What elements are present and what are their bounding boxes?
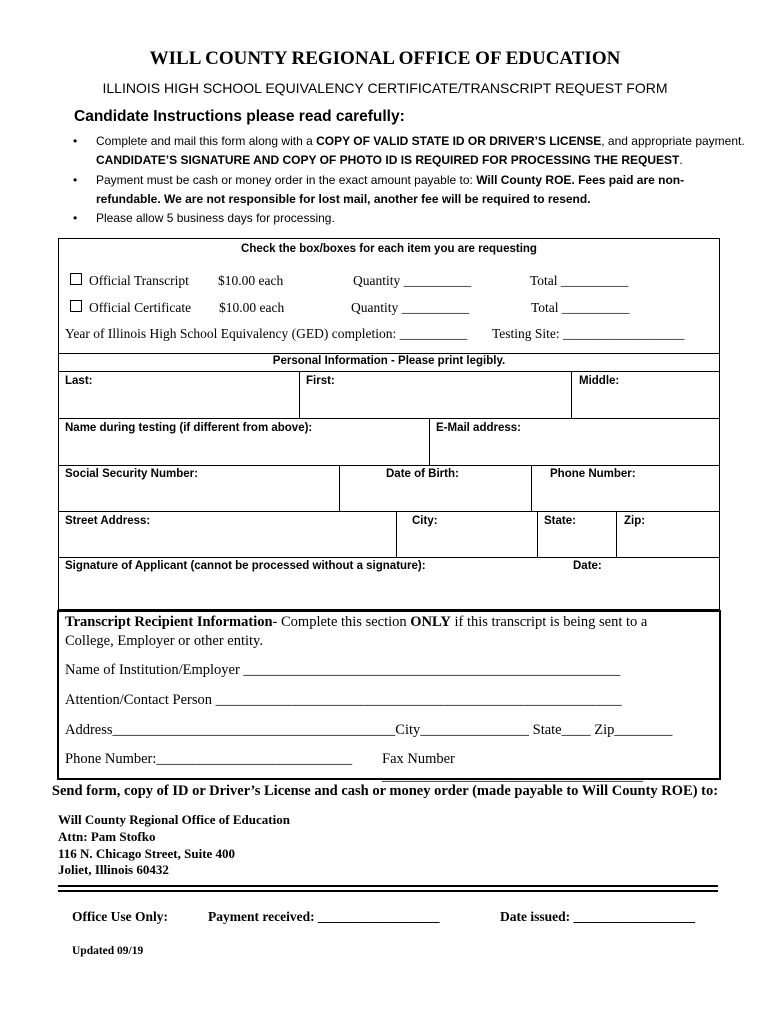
bullet-3: • — [73, 211, 78, 225]
email-label: E-Mail address: — [436, 422, 521, 434]
instruction-1-line2-end: . — [679, 153, 683, 167]
address-line-3: 116 N. Chicago Street, Suite 400 — [58, 846, 236, 861]
divider — [339, 465, 340, 511]
divider — [571, 371, 572, 418]
instruction-1-line2-bold: CANDIDATE’S SIGNATURE AND COPY OF PHOTO ID IS REQUIRED FOR PROCESSING THE REQUEST — [96, 153, 680, 167]
request-form-box — [58, 238, 720, 610]
instruction-1-bold: COPY OF VALID STATE ID OR DRIVER’S LICENSE — [316, 134, 602, 148]
signature-date-label: Date: — [573, 560, 602, 572]
transcript-quantity[interactable]: Quantity __________ — [353, 273, 472, 288]
recipient-phone-field[interactable]: Phone Number:___________________________ — [65, 751, 353, 767]
certificate-total[interactable]: Total __________ — [531, 300, 630, 315]
bullet-1: • — [73, 134, 78, 148]
divider — [59, 418, 719, 419]
instruction-1-post: , and appropriate payment. — [601, 134, 745, 148]
ged-year-field[interactable]: Year of Illinois High School Equivalency (GED) completion: __________ — [65, 326, 468, 341]
instruction-1-line2 — [96, 151, 683, 170]
recipient-fax-field[interactable]: Fax Number ____________________________________ — [382, 751, 643, 784]
personal-info-header: Personal Information - Please print legibly. — [272, 355, 506, 367]
divider — [616, 511, 617, 557]
form-subtitle: ILLINOIS HIGH SCHOOL EQUIVALENCY CERTIFICATE/TRANSCRIPT REQUEST FORM — [102, 80, 668, 96]
divider — [59, 353, 719, 354]
attention-field[interactable]: Attention/Contact Person ________________________________________________________ — [65, 692, 622, 708]
divider — [59, 511, 719, 512]
page-title: WILL COUNTY REGIONAL OFFICE OF EDUCATION — [149, 48, 621, 69]
bullet-2: • — [73, 173, 78, 187]
instructions-heading: Candidate Instructions please read carefully: — [74, 108, 405, 125]
divider — [59, 465, 719, 466]
address-line-1: Will County Regional Office of Education — [58, 812, 290, 827]
state-label: State: — [544, 515, 576, 527]
certificate-price: $10.00 each — [219, 300, 285, 315]
middle-name-label: Middle: — [579, 375, 620, 387]
phone-label: Phone Number: — [550, 468, 636, 480]
instruction-2-pre: Payment must be cash or money order in the exact amount payable to: — [96, 173, 477, 187]
address-line-4: Joliet, Illinois 60432 — [58, 862, 169, 877]
instruction-1-pre: Complete and mail this form along with a — [96, 134, 317, 148]
recipient-address-field[interactable]: Address_______________________________________City_______________ State____ Zip________ — [65, 722, 673, 738]
recipient-title-only: ONLY — [410, 614, 451, 630]
zip-label: Zip: — [624, 515, 646, 527]
recipient-title — [65, 614, 647, 631]
certificate-label: Official Certificate — [89, 300, 192, 315]
transcript-price: $10.00 each — [218, 273, 284, 288]
last-name-label: Last: — [65, 375, 93, 387]
instruction-2-bold: Will County ROE. Fees paid are non- — [476, 173, 685, 187]
dob-label: Date of Birth: — [386, 468, 459, 480]
request-header: Check the box/boxes for each item you are requesting — [241, 243, 537, 255]
send-instructions: Send form, copy of ID or Driver’s License and cash or money order (made payable to Will County ROE) to: — [51, 783, 719, 799]
payment-received-field[interactable]: Payment received: __________________ — [208, 909, 440, 924]
divider — [299, 371, 300, 418]
office-use-label: Office Use Only: — [72, 909, 168, 924]
address-line-2: Attn: Pam Stofko — [58, 829, 156, 844]
recipient-box — [57, 610, 721, 784]
instruction-3: Please allow 5 business days for processing. — [96, 211, 335, 225]
divider — [396, 511, 397, 557]
recipient-title-line2: College, Employer or other entity. — [65, 633, 263, 649]
first-name-label: First: — [306, 375, 335, 387]
recipient-title-rest1: - Complete this section — [272, 614, 411, 630]
testing-name-label: Name during testing (if different from above): — [65, 422, 313, 434]
city-label: City: — [412, 515, 438, 527]
ssn-label: Social Security Number: — [65, 468, 198, 480]
instruction-2-line2 — [96, 190, 591, 209]
testing-site-field[interactable]: Testing Site: __________________ — [492, 326, 685, 341]
recipient-title-rest2: if this transcript is being sent to a — [450, 614, 648, 630]
signature-label: Signature of Applicant (cannot be processed without a signature): — [65, 560, 426, 572]
divider — [531, 465, 532, 511]
institution-field[interactable]: Name of Institution/Employer ____________________________________________________ — [65, 662, 621, 678]
certificate-checkbox[interactable] — [70, 300, 82, 312]
divider — [58, 885, 718, 887]
divider — [59, 557, 719, 558]
street-label: Street Address: — [65, 515, 151, 527]
transcript-label: Official Transcript — [89, 273, 189, 288]
divider — [429, 418, 430, 465]
instruction-1 — [96, 132, 745, 151]
transcript-total[interactable]: Total __________ — [530, 273, 629, 288]
transcript-checkbox[interactable] — [70, 273, 82, 285]
divider — [59, 371, 719, 372]
certificate-quantity[interactable]: Quantity __________ — [351, 300, 470, 315]
date-issued-field[interactable]: Date issued: __________________ — [500, 909, 695, 924]
recipient-title-bold: Transcript Recipient Information — [65, 614, 273, 630]
instruction-2-line2-bold: refundable. We are not responsible for lost mail, another fee will be required to resend. — [96, 192, 591, 206]
updated-date: Updated 09/19 — [72, 945, 144, 957]
instruction-2 — [96, 171, 684, 190]
divider — [58, 890, 718, 892]
divider — [537, 511, 538, 557]
